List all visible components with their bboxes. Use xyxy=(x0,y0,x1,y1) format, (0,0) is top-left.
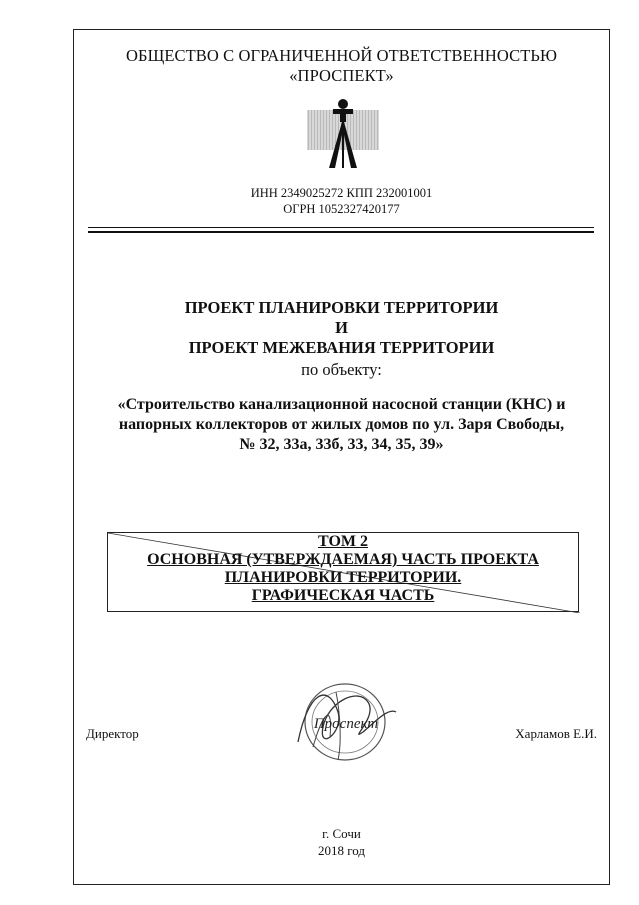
volume-number: ТОМ 2 xyxy=(317,533,368,550)
object-line-3: № 32, 33а, 33б, 33, 34, 35, 39» xyxy=(239,436,444,453)
year: 2018 год xyxy=(318,843,365,858)
title-line-3: ПРОЕКТ МЕЖЕВАНИЯ ТЕРРИТОРИИ xyxy=(188,338,495,357)
title-subtitle: по объекту: xyxy=(301,360,382,379)
company-seal-signature xyxy=(278,672,413,772)
signatory-name: Харламов Е.И. xyxy=(515,726,597,741)
inn-kpp: ИНН 2349025272 КПП 232001001 xyxy=(250,186,433,200)
header-rule-thin xyxy=(88,227,594,228)
header-rule-thick xyxy=(88,231,594,233)
title-line-1: ПРОЕКТ ПЛАНИРОВКИ ТЕРРИТОРИИ xyxy=(184,298,499,317)
seal-lettering: Проспект xyxy=(313,716,379,732)
company-logo xyxy=(305,96,381,170)
signatory-role: Директор xyxy=(86,726,139,741)
object-line-2: напорных коллекторов от жилых домов по ул. Заря Свободы, xyxy=(118,416,565,433)
city: г. Сочи xyxy=(322,826,361,841)
organization-brand: «ПРОСПЕКТ» xyxy=(289,66,394,85)
object-line-1: «Строительство канализационной насосной станции (КНС) и xyxy=(117,396,566,413)
volume-line-2: ОСНОВНАЯ (УТВЕРЖДАЕМАЯ) ЧАСТЬ ПРОЕКТА xyxy=(147,551,539,568)
volume-line-4: ГРАФИЧЕСКАЯ ЧАСТЬ xyxy=(251,587,435,604)
organization-name: ОБЩЕСТВО С ОГРАНИЧЕННОЙ ОТВЕТСТВЕННОСТЬЮ xyxy=(125,46,558,65)
volume-line-3: ПЛАНИРОВКИ ТЕРРИТОРИИ. xyxy=(224,569,462,586)
title-line-2: И xyxy=(335,318,348,337)
ogrn: ОГРН 1052327420177 xyxy=(283,202,400,216)
